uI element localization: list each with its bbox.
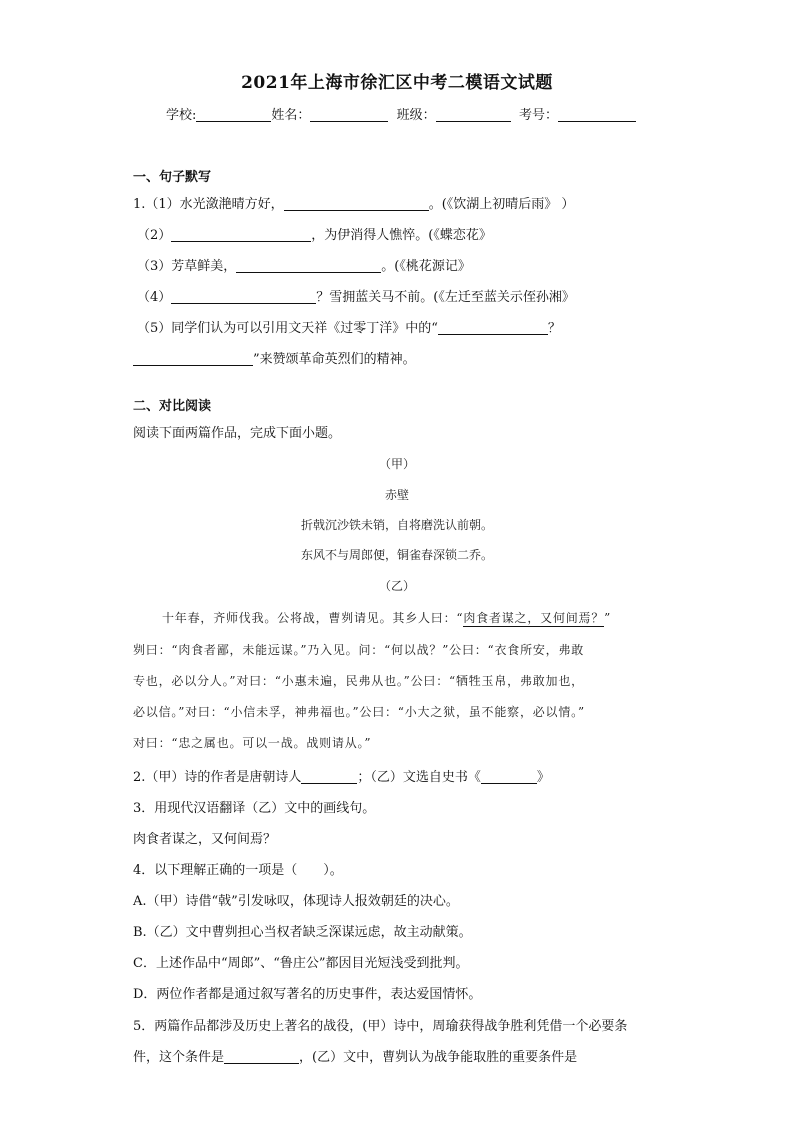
question-text: ，为伊消得人憔悴。(《蝶恋花》: [311, 228, 492, 243]
question-text: 1.（1）水光潋滟晴方好，: [133, 197, 284, 212]
question-3-sentence: 肉食者谋之，又何间焉？: [133, 832, 277, 847]
question-3: 3．用现代汉语翻译（乙）文中的画线句。: [133, 801, 376, 816]
prose-text: ”: [604, 611, 612, 625]
prose-line: 必以信。”对曰：“小信未孚，神弗福也。”公曰：“小大之狱，虽不能察，必以情。”: [133, 705, 585, 719]
question-4: 4．以下理解正确的一项是（ ）。: [133, 863, 343, 878]
question-5: 5．两篇作品都涉及历史上著名的战役，(甲）诗中，周瑜获得战争胜利凭借一个必要条: [133, 1019, 628, 1034]
name-label: 姓名：: [271, 108, 311, 123]
question-1-5-cont: [133, 348, 416, 367]
question-1-3: [137, 255, 471, 274]
poem-title: 赤壁: [384, 488, 409, 502]
question-1-2: [137, 224, 492, 243]
answer-blank[interactable]: [133, 351, 253, 366]
underlined-sentence: 肉食者谋之，又何间焉？: [463, 611, 605, 625]
question-text: 》: [536, 770, 550, 785]
question-1-5: [137, 317, 561, 336]
question-1-4: [137, 286, 575, 305]
question-text: （5）同学们认为可以引用文天祥《过零丁洋》中的“: [137, 321, 438, 336]
poem-line: 东风不与周郎便，铜雀春深锁二乔。: [300, 548, 493, 562]
source-text: 。(《桃花源记》: [381, 259, 471, 274]
prose-line: 对曰：“忠之属也。可以一战。战则请从。”: [133, 736, 372, 750]
question-text: 件，这个条件是: [133, 1050, 225, 1065]
option-a[interactable]: A.（甲）诗借“戟”引发咏叹，体现诗人报效朝廷的决心。: [133, 894, 459, 909]
source-text: 。(《饮湖上初晴后雨》 ）: [428, 197, 575, 212]
poem-line: 折戟沉沙铁未销，自将磨洗认前朝。: [300, 518, 493, 532]
answer-blank[interactable]: [171, 289, 316, 304]
reading-intro: 阅读下面两篇作品，完成下面小题。: [133, 426, 342, 441]
page-title: 2021年上海市徐汇区中考二模语文试题: [241, 73, 553, 93]
question-text: ？雪拥蓝关马不前。(《左迁至蓝关示侄孙湘》: [316, 290, 575, 305]
question-text: ；（乙）文选自史书《: [357, 770, 481, 785]
answer-blank[interactable]: [236, 258, 381, 273]
answer-blank[interactable]: [171, 227, 311, 242]
passage-label-jia: （甲）: [378, 457, 415, 471]
question-1-1: [133, 193, 574, 212]
answer-blank[interactable]: [224, 1049, 299, 1064]
prose-line: 刿曰：“肉食者鄙，未能远谋。”乃入见。问：“何以战？”公曰：“衣食所安，弗敢: [133, 643, 585, 657]
passage-label-yi: （乙）: [378, 579, 415, 593]
question-number: （4）: [137, 290, 172, 305]
option-d[interactable]: D．两位作者都是通过叙写著名的历史事件，表达爱国情怀。: [133, 987, 482, 1002]
answer-blank[interactable]: [481, 769, 537, 784]
question-text: （3）芳草鲜美，: [137, 259, 237, 274]
exam-no-label: 考号：: [518, 108, 558, 123]
name-blank[interactable]: [310, 107, 388, 122]
class-blank[interactable]: [436, 107, 511, 122]
question-2: [133, 766, 550, 785]
option-b[interactable]: B.（乙）文中曹刿担心当权者缺乏深谋远虑，故主动献策。: [133, 925, 472, 940]
student-info-row: [166, 104, 636, 123]
prose-line: [162, 609, 611, 626]
question-text: ，(乙）文中，曹刿认为战争能取胜的重要条件是: [299, 1050, 578, 1065]
answer-blank[interactable]: [284, 196, 429, 211]
prose-line: 专也，必以分人。”对曰：“小惠未遍，民弗从也。”公曰：“牺牲玉帛，弗敢加也，: [133, 674, 584, 688]
exam-no-blank[interactable]: [558, 107, 636, 122]
answer-blank[interactable]: [438, 320, 548, 335]
question-5-cont: [133, 1046, 577, 1065]
school-blank[interactable]: [196, 107, 271, 122]
option-c[interactable]: C．上述作品中“周郎”、“鲁庄公”都因目光短浅受到批判。: [133, 956, 469, 971]
question-text: ”来赞颂革命英烈们的精神。: [253, 352, 416, 367]
question-number: （2）: [137, 228, 172, 243]
school-label: 学校:: [166, 108, 197, 123]
section-heading-comparative-reading: 二、对比阅读: [133, 399, 212, 414]
prose-text: 十年春，齐师伐我。公将战，曹刿请见。其乡人曰：“: [162, 611, 464, 625]
section-heading-dictation: 一、句子默写: [133, 170, 212, 185]
question-mark: ？: [547, 321, 561, 336]
class-label: 班级：: [396, 108, 436, 123]
answer-blank[interactable]: [301, 769, 357, 784]
question-text: 2.（甲）诗的作者是唐朝诗人: [133, 770, 302, 785]
